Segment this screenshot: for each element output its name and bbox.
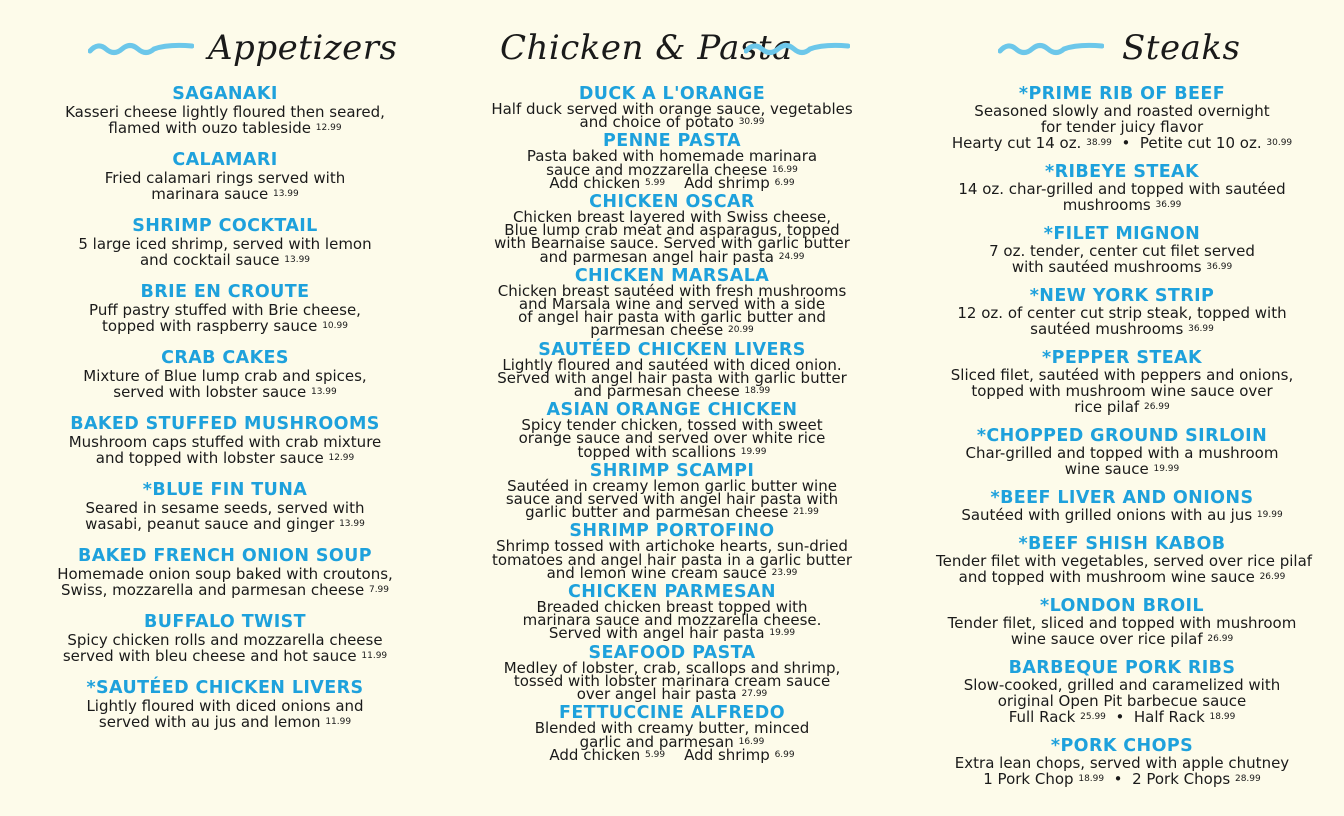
item-price: 27.99 — [741, 689, 768, 700]
item-price: 24.99 — [778, 251, 805, 262]
description-text: Swiss, mozzarella and parmesan cheese — [60, 581, 365, 599]
description-text: Seasoned slowly and roasted overnight — [974, 102, 1270, 120]
description-text: Fried calamari rings served with — [104, 169, 346, 187]
item-name: SHRIMP PORTOFINO — [569, 521, 775, 542]
item-description — [40, 698, 410, 730]
description-text: Puff pastry stuffed with Brie cheese, — [89, 301, 361, 319]
description-text: flamed with ouzo tableside — [108, 119, 312, 137]
description-line — [40, 582, 410, 598]
description-text: Lightly floured and sautéed with diced onion. — [502, 355, 842, 374]
item-description — [482, 719, 862, 764]
menu-item — [40, 350, 410, 400]
item-price: 19.99 — [769, 628, 796, 639]
wave-icon — [88, 40, 194, 58]
item-description — [936, 755, 1308, 787]
description-text: Full Rack — [1008, 708, 1076, 726]
item-price: 18.99 — [1078, 774, 1105, 784]
item-name: DUCK A L'ORANGE — [578, 84, 766, 104]
description-line — [936, 569, 1308, 585]
item-description — [40, 170, 410, 202]
description-text: over angel hair pasta — [576, 685, 737, 704]
description-text: 7 oz. tender, center cut filet served — [989, 242, 1255, 260]
description-line — [482, 173, 862, 192]
menu-item — [936, 350, 1308, 415]
menu-item — [482, 642, 862, 704]
description-text: 5 large iced shrimp, served with lemon — [78, 235, 372, 253]
item-price: 11.99 — [361, 651, 388, 661]
menu-item — [40, 680, 410, 730]
menu-item — [936, 738, 1308, 787]
item-price: 13.99 — [284, 255, 311, 265]
description-text: Tender filet, sliced and topped with mushroom — [947, 614, 1297, 632]
description-text: Half Rack — [1133, 708, 1205, 726]
section-title: Steaks — [1122, 28, 1241, 68]
description-line — [482, 745, 862, 764]
menu-item — [40, 218, 410, 268]
description-text: 2 Pork Chops — [1132, 770, 1231, 788]
item-price: 16.99 — [738, 736, 765, 747]
description-line — [936, 367, 1308, 383]
item-name: CALAMARI — [172, 150, 278, 170]
description-text: sauce and served with angel hair pasta with — [505, 490, 839, 509]
description-text: and cocktail sauce — [139, 251, 280, 269]
description-text: Served with angel hair pasta with garlic butter — [497, 368, 847, 387]
item-name: BARBEQUE PORK RIBS — [1008, 658, 1236, 678]
menu-item — [482, 523, 862, 580]
chicken-pasta-column — [482, 0, 862, 766]
item-description — [40, 632, 410, 664]
item-price: 18.99 — [1209, 712, 1236, 722]
description-line — [936, 709, 1308, 725]
item-price: 12.99 — [328, 453, 355, 463]
description-line — [936, 259, 1308, 275]
description-text: marinara sauce — [151, 185, 269, 203]
item-name: *PEPPER STEAK — [1042, 348, 1202, 368]
description-line — [482, 442, 862, 461]
item-price: 16.99 — [772, 164, 798, 175]
item-price: 13.99 — [272, 189, 299, 199]
description-line — [40, 450, 410, 466]
item-name: SHRIMP SCAMPI — [589, 460, 755, 481]
item-description — [936, 243, 1308, 275]
item-name: *BEEF SHISH KABOB — [1018, 534, 1226, 554]
description-line — [40, 648, 410, 664]
item-name: *NEW YORK STRIP — [1029, 286, 1215, 306]
item-name: ASIAN ORANGE CHICKEN — [546, 400, 798, 421]
description-line — [40, 186, 410, 202]
description-text: topped with mushroom wine sauce over — [971, 382, 1273, 400]
description-text: Chicken breast layered with Swiss cheese, — [512, 208, 832, 227]
description-text: Half duck served with orange sauce, vegetables — [491, 100, 853, 118]
item-price: 5.99 — [645, 177, 666, 188]
description-line — [40, 516, 410, 532]
item-name: *BEEF LIVER AND ONIONS — [990, 488, 1254, 508]
description-text: and parmesan angel hair pasta — [539, 247, 774, 266]
item-name: *PRIME RIB OF BEEF — [1018, 84, 1226, 104]
description-line — [482, 247, 862, 266]
bullet-separator: • — [1121, 134, 1131, 152]
description-text: and lemon wine cream sauce — [546, 563, 767, 582]
item-description — [40, 566, 410, 598]
item-description — [482, 598, 862, 643]
menu-item — [40, 614, 410, 664]
item-price: 28.99 — [1234, 774, 1261, 784]
steaks-header — [936, 0, 1308, 86]
description-text: Homemade onion soup baked with croutons, — [57, 565, 393, 583]
description-text: parmesan cheese — [590, 321, 724, 340]
description-line — [936, 399, 1308, 415]
description-text: of angel hair pasta with garlic butter and — [518, 308, 826, 327]
description-text: served with lobster sauce — [113, 383, 307, 401]
description-text: Medley of lobster, crab, scallops and shrimp, — [503, 658, 841, 677]
item-name: SHRIMP COCKTAIL — [132, 216, 318, 236]
menu-item — [936, 164, 1308, 213]
description-text: wine sauce — [1064, 460, 1149, 478]
description-text: 1 Pork Chop — [983, 770, 1074, 788]
wave-icon — [744, 40, 850, 58]
description-text: Mixture of Blue lump crab and spices, — [83, 367, 367, 385]
item-price: 36.99 — [1155, 200, 1182, 210]
item-price: 7.99 — [368, 585, 390, 595]
menu-item — [482, 705, 862, 762]
description-line — [482, 382, 862, 401]
item-name: *CHOPPED GROUND SIRLOIN — [976, 426, 1268, 446]
description-line — [936, 119, 1308, 135]
menu-item — [40, 284, 410, 334]
item-name: *PORK CHOPS — [1050, 736, 1194, 756]
menu-item — [482, 402, 862, 459]
description-line — [482, 503, 862, 522]
description-text: Add shrimp — [684, 745, 770, 764]
menu-item — [482, 133, 862, 190]
description-line — [40, 566, 410, 582]
description-line — [936, 507, 1308, 523]
item-description — [936, 507, 1308, 523]
description-text: rice pilaf — [1074, 398, 1140, 416]
description-line — [482, 563, 862, 582]
bullet-separator: • — [1113, 770, 1123, 788]
item-price: 26.99 — [1143, 402, 1170, 412]
item-price: 13.99 — [339, 519, 365, 529]
menu-item — [936, 534, 1313, 586]
description-text: Sautéed with grilled onions with au jus — [961, 506, 1253, 524]
description-line — [40, 104, 410, 120]
description-text: wine sauce over rice pilaf — [1010, 630, 1203, 648]
description-line — [40, 318, 410, 334]
menu-item — [482, 460, 862, 522]
description-text: mushrooms — [1062, 196, 1151, 214]
item-price: 19.99 — [740, 446, 767, 457]
item-price: 12.99 — [315, 123, 342, 133]
menu-items — [482, 86, 862, 762]
item-description — [40, 368, 410, 400]
item-price: 6.99 — [774, 177, 795, 188]
description-line — [936, 197, 1308, 213]
description-line — [936, 677, 1308, 693]
description-line — [482, 113, 862, 132]
description-line — [936, 771, 1308, 787]
description-text: and Marsala wine and served with a side — [518, 295, 826, 314]
item-description — [40, 500, 410, 532]
description-text: Sliced filet, sautéed with peppers and onions, — [950, 366, 1294, 384]
item-name: *FILET MIGNON — [1043, 224, 1201, 244]
item-price: 13.99 — [310, 387, 337, 397]
item-name: BAKED STUFFED MUSHROOMS — [70, 414, 380, 434]
item-description — [40, 104, 410, 136]
item-name: FETTUCCINE ALFREDO — [559, 703, 785, 724]
description-text: 12 oz. of center cut strip steak, topped with — [957, 304, 1287, 322]
description-text: Mushroom caps stuffed with crab mixture — [68, 433, 382, 451]
description-text: and parmesan cheese — [573, 382, 740, 401]
description-line — [40, 714, 410, 730]
item-price: 20.99 — [728, 325, 754, 336]
description-line — [936, 461, 1308, 477]
description-line — [936, 631, 1308, 647]
section-title: Chicken & Pasta — [500, 28, 793, 68]
menu-item — [936, 428, 1308, 477]
item-price: 19.99 — [1153, 464, 1180, 474]
menu-item — [40, 482, 410, 532]
description-text: Extra lean chops, served with apple chutney — [954, 754, 1290, 772]
description-line — [936, 103, 1308, 119]
item-description — [482, 355, 862, 401]
description-text: Lightly floured with diced onions and — [86, 697, 364, 715]
item-description — [936, 103, 1308, 151]
description-text: Shrimp tossed with artichoke hearts, sun-dried — [496, 537, 848, 556]
section-title: Appetizers — [208, 28, 398, 68]
item-description — [936, 677, 1308, 725]
description-line — [40, 698, 410, 714]
description-text: sauce and mozzarella cheese — [546, 160, 768, 179]
item-description — [936, 181, 1308, 213]
description-text: garlic butter and parmesan cheese — [525, 503, 789, 522]
description-line — [936, 615, 1308, 631]
description-line — [936, 552, 1313, 570]
appetizers-column — [40, 0, 410, 746]
menu-items — [40, 86, 410, 730]
description-text: and choice of potato — [579, 113, 734, 132]
description-text: Spicy chicken rolls and mozzarella cheese — [67, 631, 383, 649]
item-price: 36.99 — [1206, 262, 1233, 272]
description-text: wasabi, peanut sauce and ginger — [85, 515, 335, 533]
item-description — [482, 476, 862, 522]
item-price: 38.99 — [1086, 138, 1112, 148]
description-line — [40, 384, 410, 400]
item-price: 30.99 — [738, 117, 765, 128]
menu-item — [936, 660, 1308, 725]
menu-item — [936, 86, 1308, 151]
description-text: Add chicken — [549, 173, 641, 192]
description-line — [40, 632, 410, 648]
item-name: CHICKEN OSCAR — [589, 192, 755, 213]
item-description — [482, 208, 862, 266]
item-name: SEAFOOD PASTA — [588, 642, 756, 663]
description-line — [40, 252, 410, 268]
item-price: 5.99 — [645, 749, 666, 760]
menu-item — [40, 152, 410, 202]
description-line — [40, 302, 410, 318]
item-price: 21.99 — [793, 507, 819, 518]
description-text: 14 oz. char-grilled and topped with sautéed — [958, 180, 1286, 198]
description-text: served with bleu cheese and hot sauce — [62, 647, 357, 665]
item-description — [936, 445, 1308, 477]
item-description — [482, 281, 862, 340]
description-line — [40, 368, 410, 384]
chicken-pasta-header — [482, 0, 862, 86]
wave-icon — [998, 40, 1104, 58]
item-price: 23.99 — [771, 567, 798, 578]
item-description — [40, 302, 410, 334]
description-text: Breaded chicken breast topped with — [536, 598, 808, 617]
menu-item — [936, 226, 1308, 275]
item-price: 25.99 — [1080, 712, 1106, 722]
menu-item — [40, 86, 410, 136]
item-price: 26.99 — [1207, 634, 1234, 644]
description-line — [936, 135, 1308, 151]
description-text: and topped with lobster sauce — [95, 449, 324, 467]
item-price: 26.99 — [1259, 572, 1286, 582]
appetizers-header — [40, 0, 410, 86]
description-text: with sautéed mushrooms — [1011, 258, 1202, 276]
description-line — [936, 321, 1308, 337]
item-description — [482, 147, 862, 192]
description-line — [936, 243, 1308, 259]
description-text: Tender filet with vegetables, served over rice pilaf — [936, 552, 1313, 570]
menu-item — [936, 288, 1308, 337]
menu-item — [482, 584, 862, 641]
item-name: *RIBEYE STEAK — [1045, 162, 1199, 182]
item-name: CRAB CAKES — [161, 348, 289, 368]
item-price: 36.99 — [1188, 324, 1214, 334]
description-text: Char-grilled and topped with a mushroom — [965, 444, 1279, 462]
description-text: and topped with mushroom wine sauce — [958, 568, 1255, 586]
description-text: orange sauce and served over white rice — [518, 429, 826, 448]
item-description — [936, 367, 1308, 415]
item-description — [482, 100, 862, 132]
description-text: original Open Pit barbecue sauce — [997, 692, 1247, 710]
item-name: BUFFALO TWIST — [144, 612, 306, 632]
item-name: BAKED FRENCH ONION SOUP — [78, 546, 372, 566]
description-text: Spicy tender chicken, tossed with sweet — [521, 416, 823, 435]
item-price: 18.99 — [744, 386, 771, 397]
item-name: SAGANAKI — [172, 84, 278, 104]
description-text: Slow-cooked, grilled and caramelized with — [963, 676, 1281, 694]
description-text: tossed with lobster marinara cream sauce — [513, 671, 831, 690]
description-text: Add shrimp — [684, 173, 770, 192]
description-text: for tender juicy flavor — [1040, 118, 1204, 136]
description-text: with Bearnaise sauce. Served with garlic butter — [494, 234, 850, 253]
description-line — [40, 170, 410, 186]
item-description — [482, 537, 862, 582]
description-text: topped with scallions — [577, 442, 736, 461]
description-text: Pasta baked with homemade marinara — [526, 147, 818, 166]
description-line — [40, 500, 410, 516]
item-price: 19.99 — [1256, 510, 1283, 520]
item-name: CHICKEN MARSALA — [574, 265, 770, 286]
item-name: *BLUE FIN TUNA — [142, 480, 308, 500]
description-line — [936, 305, 1308, 321]
description-text: served with au jus and lemon — [98, 713, 321, 731]
menu-item — [482, 265, 862, 340]
menu-item — [40, 548, 410, 598]
description-text: Sautéed in creamy lemon garlic butter wine — [507, 476, 837, 495]
bullet-separator: • — [1115, 708, 1125, 726]
description-line — [482, 321, 862, 340]
description-text: sautéed mushrooms — [1030, 320, 1184, 338]
item-description — [936, 305, 1308, 337]
description-line — [936, 755, 1308, 771]
item-price: 30.99 — [1266, 138, 1293, 148]
item-name: SAUTÉED CHICKEN LIVERS — [538, 339, 806, 360]
description-text: Blended with creamy butter, minced — [534, 719, 810, 738]
item-description — [936, 615, 1308, 647]
item-name: *LONDON BROIL — [1040, 596, 1204, 616]
menu-item — [482, 339, 862, 401]
description-line — [40, 236, 410, 252]
description-text: Add chicken — [549, 745, 641, 764]
item-name: CHICKEN PARMESAN — [568, 582, 776, 603]
description-line — [482, 624, 862, 643]
item-price: 6.99 — [774, 749, 795, 760]
description-line — [40, 434, 410, 450]
item-description — [40, 236, 410, 268]
menu-item — [40, 416, 410, 466]
item-name: PENNE PASTA — [602, 131, 741, 152]
menu-item — [936, 490, 1308, 523]
description-text: Blue lump crab meat and asparagus, topped — [504, 221, 840, 240]
description-text: Kasseri cheese lightly floured then seared, — [65, 103, 385, 121]
description-text: Seared in sesame seeds, served with — [85, 499, 365, 517]
description-text: Hearty cut 14 oz. — [951, 134, 1082, 152]
item-description — [40, 434, 410, 466]
item-name: *SAUTÉED CHICKEN LIVERS — [86, 678, 364, 698]
description-line — [482, 685, 862, 704]
item-description — [482, 658, 862, 704]
steaks-column — [936, 0, 1313, 800]
description-line — [40, 120, 410, 136]
item-price: 10.99 — [322, 321, 348, 331]
description-text: Chicken breast sautéed with fresh mushrooms — [497, 281, 847, 300]
description-line — [936, 181, 1308, 197]
description-line — [936, 693, 1308, 709]
description-text: Petite cut 10 oz. — [1139, 134, 1262, 152]
menu-item — [482, 84, 862, 132]
menu-item — [936, 598, 1308, 647]
item-description — [936, 552, 1313, 586]
description-text: tomatoes and angel hair pasta in a garlic butter — [491, 550, 853, 569]
menu-item — [482, 194, 862, 264]
item-price: 11.99 — [325, 717, 352, 727]
description-text: marinara sauce and mozzarella cheese. — [522, 611, 822, 630]
menu-items — [936, 84, 1313, 788]
item-name: BRIE EN CROUTE — [140, 282, 310, 302]
description-text: garlic and parmesan — [579, 732, 734, 751]
description-text: topped with raspberry sauce — [102, 317, 318, 335]
item-description — [482, 416, 862, 461]
description-line — [936, 445, 1308, 461]
description-text: Served with angel hair pasta — [548, 624, 765, 643]
description-line — [936, 383, 1308, 399]
